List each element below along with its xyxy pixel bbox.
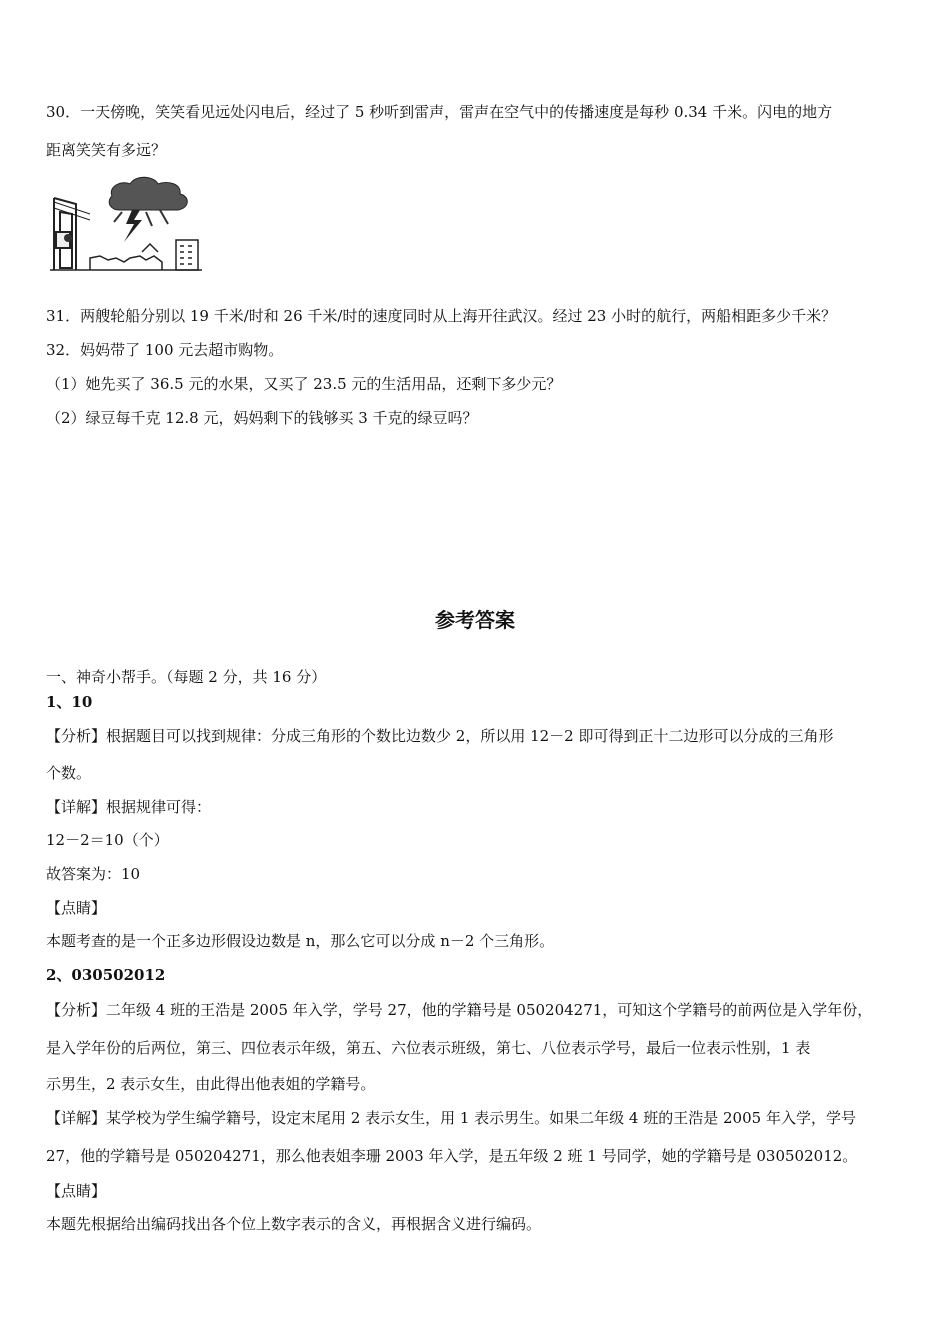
q31: 31．两艘轮船分别以 19 千米/时和 26 千米/时的速度同时从上海开往武汉。经过 23 小时的航行，两船相距多少千米？	[46, 307, 837, 325]
q30-line-1: 30．一天傍晚，笑笑看见远处闪电后，经过了 5 秒听到雷声，雷声在空气中的传播速度是每秒 0.34 千米。闪电的地方	[46, 103, 833, 121]
answer-2-analysis-1: 【分析】二年级 4 班的王浩是 2005 年入学，学号 27，他的学籍号是 050204271，可知这个学籍号的前两位是入学年份，	[46, 1001, 873, 1019]
lightning-bolt-icon	[124, 210, 142, 242]
lightning-illustration	[50, 172, 202, 272]
answer-1-detail-label: 【详解】根据规律可得：	[46, 798, 212, 816]
answer-1-calc: 12－2＝10（个）	[46, 831, 169, 849]
cloud-icon	[109, 177, 187, 210]
q32-part-1: （1）她先买了 36.5 元的水果，又买了 23.5 元的生活用品，还剩下多少元？	[46, 375, 562, 393]
answer-2-analysis-2: 是入学年份的后两位，第三、四位表示年级，第五、六位表示班级，第七、八位表示学号，最后一位表示性别，1 表	[46, 1039, 811, 1057]
section-1-heading: 一、神奇小帮手。（每题 2 分，共 16 分）	[46, 668, 327, 686]
answer-1-analysis-1: 【分析】根据题目可以找到规律：分成三角形的个数比边数少 2，所以用 12－2 即可得到正十二边形可以分成的三角形	[46, 727, 834, 745]
answer-2-tip: 本题先根据给出编码找出各个位上数字表示的含义，再根据含义进行编码。	[46, 1215, 542, 1233]
answer-2-analysis-3: 示男生，2 表示女生，由此得出他表姐的学籍号。	[46, 1075, 376, 1093]
answer-1-analysis-2: 个数。	[46, 764, 92, 782]
person-icon	[64, 234, 72, 242]
answer-2-tip-label: 【点睛】	[46, 1182, 107, 1200]
answer-2-detail-1: 【详解】某学校为学生编学籍号，设定末尾用 2 表示女生，用 1 表示男生。如果二年级 4 班的王浩是 2005 年入学，学号	[46, 1109, 856, 1127]
answer-1-head: 1、10	[46, 693, 93, 711]
house-window	[54, 198, 90, 270]
distant-buildings	[90, 240, 198, 270]
q32: 32．妈妈带了 100 元去超市购物。	[46, 341, 284, 359]
q30-line-2: 距离笑笑有多远？	[46, 141, 167, 159]
answer-1-tip-label: 【点睛】	[46, 899, 107, 917]
q32-part-2: （2）绿豆每千克 12.8 元，妈妈剩下的钱够买 3 千克的绿豆吗？	[46, 409, 478, 427]
answer-1-final: 故答案为：10	[46, 865, 141, 883]
answer-2-detail-2: 27，他的学籍号是 050204271，那么他表姐李珊 2003 年入学，是五年级 2 班 1 号同学，她的学籍号是 030502012。	[46, 1147, 858, 1165]
answers-title: 参考答案	[435, 608, 515, 632]
answer-1-tip: 本题考查的是一个正多边形假设边数是 n，那么它可以分成 n－2 个三角形。	[46, 932, 555, 950]
rain-streaks	[114, 210, 168, 226]
answer-2-head: 2、030502012	[46, 966, 166, 984]
